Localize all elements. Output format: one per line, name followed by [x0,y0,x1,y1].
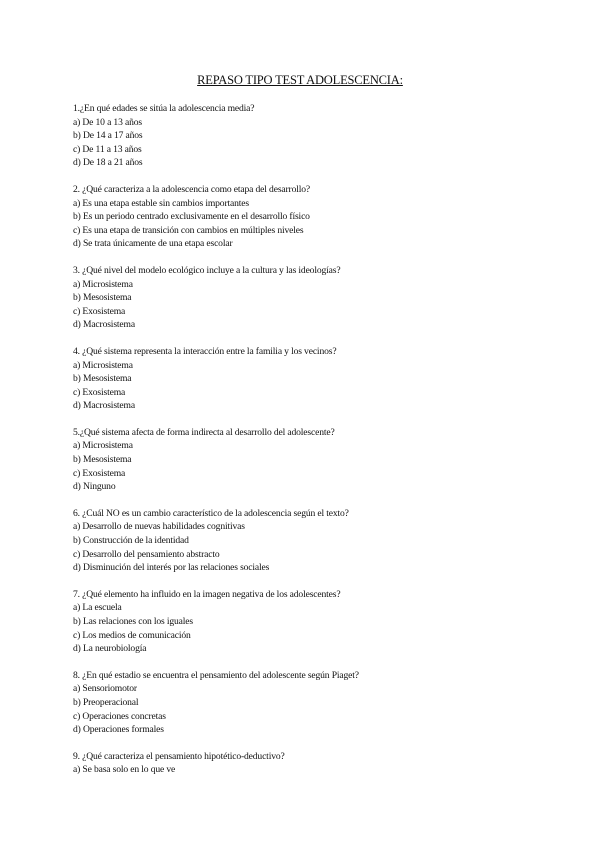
answer-option: d) Macrosistema [73,319,135,331]
question-block [73,345,543,413]
answer-option: b) Mesosistema [73,454,132,466]
answer-option: b) Construcción de la identidad [73,535,189,547]
question-block [73,588,543,656]
question-prompt: 5.¿Qué sistema afecta de forma indirecta al desarrollo del adolescente? [73,426,335,438]
answer-option: d) La neurobiología [73,643,147,655]
answer-option: a) Desarrollo de nuevas habilidades cognitivas [73,521,245,533]
question-list [73,102,543,790]
question-block [73,750,543,777]
answer-option: b) Mesosistema [73,292,132,304]
answer-option: c) Exosistema [73,467,126,479]
answer-option: d) Macrosistema [73,400,135,412]
document-title: REPASO TIPO TEST ADOLESCENCIA: [197,73,403,87]
question-prompt: 6. ¿Cuál NO es un cambio característico de la adolescencia según el texto? [73,507,349,519]
question-block [73,183,543,251]
question-prompt: 8. ¿En qué estadio se encuentra el pensamiento del adolescente según Piaget? [73,669,359,681]
answer-option: b) Preoperacional [73,696,139,708]
answer-option: d) Operaciones formales [73,724,164,736]
answer-option: c) Exosistema [73,386,126,398]
question-block [73,426,543,494]
answer-option: a) Microsistema [73,278,133,290]
question-prompt: 9. ¿Qué caracteriza el pensamiento hipotético-deductivo? [73,750,285,762]
answer-option: c) De 11 a 13 años [73,143,142,155]
answer-option: b) De 14 a 17 años [73,130,143,142]
question-prompt: 2. ¿Qué caracteriza a la adolescencia como etapa del desarrollo? [73,183,311,195]
answer-option: a) Es una etapa estable sin cambios importantes [73,197,249,209]
answer-option: d) Ninguno [73,481,116,493]
answer-option: c) Desarrollo del pensamiento abstracto [73,548,220,560]
answer-option: c) Exosistema [73,305,126,317]
answer-option: b) Es un periodo centrado exclusivamente en el desarrollo físico [73,211,310,223]
question-prompt: 3. ¿Qué nivel del modelo ecológico incluye a la cultura y las ideologías? [73,264,341,276]
question-block [73,669,543,737]
answer-option: d) Se trata únicamente de una etapa escolar [73,238,233,250]
answer-option: a) Microsistema [73,440,133,452]
answer-option: c) Operaciones concretas [73,710,166,722]
answer-option: c) Es una etapa de transición con cambios en múltiples niveles [73,224,304,236]
answer-option: d) De 18 a 21 años [73,157,143,169]
answer-option: a) Sensoriomotor [73,683,137,695]
question-block [73,102,543,170]
answer-option: b) Las relaciones con los iguales [73,616,193,627]
answer-option: b) Mesosistema [73,373,132,385]
answer-option: d) Disminución del interés por las relaciones sociales [73,562,270,574]
question-prompt: 4. ¿Qué sistema representa la interacción entre la familia y los vecinos? [73,345,337,357]
answer-option: c) Los medios de comunicación [73,629,191,641]
answer-option: a) De 10 a 13 años [73,116,142,128]
answer-option: a) Microsistema [73,359,133,371]
question-prompt: 1.¿En qué edades se sitúa la adolescencia media? [73,103,255,114]
answer-option: a) Se basa solo en lo que ve [73,764,176,776]
answer-option: a) La escuela [73,602,122,614]
question-prompt: 7. ¿Qué elemento ha influido en la imagen negativa de los adolescentes? [73,588,341,600]
question-block [73,264,543,332]
question-block [73,507,543,575]
